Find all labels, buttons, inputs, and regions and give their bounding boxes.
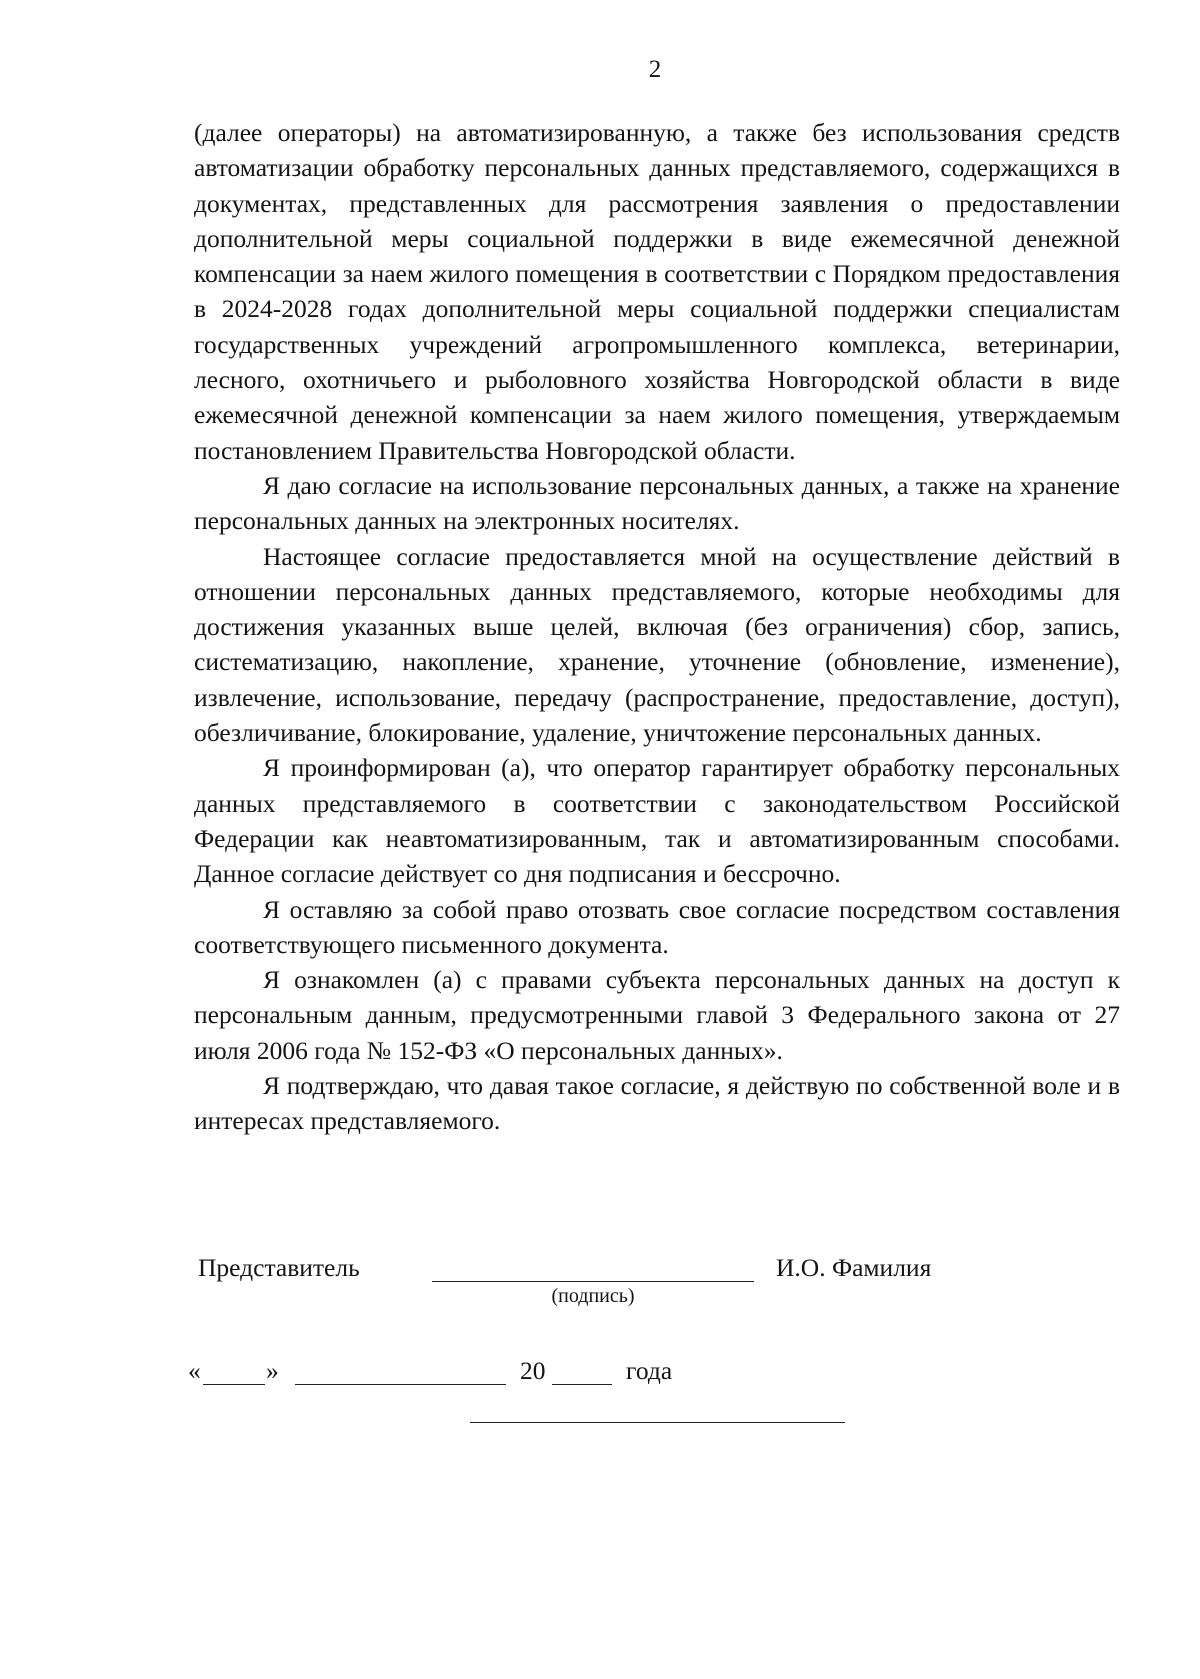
signer-name: И.О. Фамилия xyxy=(776,1253,932,1282)
month-blank[interactable] xyxy=(295,1384,506,1385)
date-open-quote: « xyxy=(188,1356,201,1385)
year-prefix: 20 xyxy=(520,1356,546,1385)
paragraph-continuation: (далее операторы) на автоматизированную, а также без использования средств автоматизации обработку персональных данных представляемого, содержащихся в документах, представленных для рассмотрения заявления о предоставлении дополнительной меры социальной поддержки в виде ежемесячной денежной компенсации за наем жилого помещения в соответствии с Порядком предоставления в 2024-2028 годах дополнительной меры социальной поддержки специалистам государственных учреждений агропромышленного комплекса, ветеринарии, лесного, охотничьего и рыболовного хозяйства Новгородской области в виде ежемесячной денежной компенсации за наем жилого помещения, утверждаемым постановлением Правительства Новгородской области. xyxy=(194,118,1120,465)
closing-rule xyxy=(470,1422,845,1423)
document-body xyxy=(194,115,1120,1139)
date-close-quote: » xyxy=(266,1356,279,1385)
year-blank[interactable] xyxy=(552,1384,612,1385)
paragraph-rights: Я ознакомлен (а) с правами субъекта персональных данных на доступ к персональным данным, предусмотренными главой 3 Федерального закона от 27 июля 2006 года № 152-ФЗ «О персональных данных». xyxy=(194,965,1120,1065)
signature-caption: (подпись) xyxy=(551,1285,635,1307)
paragraph-consent-storage: Я даю согласие на использование персональных данных, а также на хранение персональных данных на электронных носителях. xyxy=(194,470,1120,536)
signature-block xyxy=(0,1253,1200,1313)
paragraph-operator-guarantee: Я проинформирован (а), что оператор гарантирует обработку персональных данных представляемого в соответствии с законодательством Российской Федерации как неавтоматизированным, так и автоматизированным способами. Данное согласие действует со дня подписания и бессрочно. xyxy=(194,753,1120,889)
signature-line[interactable] xyxy=(432,1281,754,1282)
year-suffix: года xyxy=(626,1356,673,1385)
page-number: 2 xyxy=(648,56,662,83)
date-block xyxy=(0,1356,1200,1396)
paragraph-confirmation: Я подтверждаю, что давая такое согласие, я действую по собственной воле и в интересах представляемого. xyxy=(194,1071,1120,1136)
paragraph-revocation: Я оставляю за собой право отозвать свое согласие посредством составления соответствующего письменного документа. xyxy=(194,894,1120,959)
representative-label: Представитель xyxy=(198,1253,360,1282)
paragraph-consent-actions: Настоящее согласие предоставляется мной на осуществление действий в отношении персональных данных представляемого, которые необходимы для достижения указанных выше целей, включая (без ограничения) сбор, запись, систематизацию, накопление, хранение, уточнение (обновление, изменение), извлечение, использование, передачу (распространение, предоставление, доступ), обезличивание, блокирование, удаление, уничтожение персональных данных. xyxy=(194,541,1120,748)
day-blank[interactable] xyxy=(203,1384,265,1385)
